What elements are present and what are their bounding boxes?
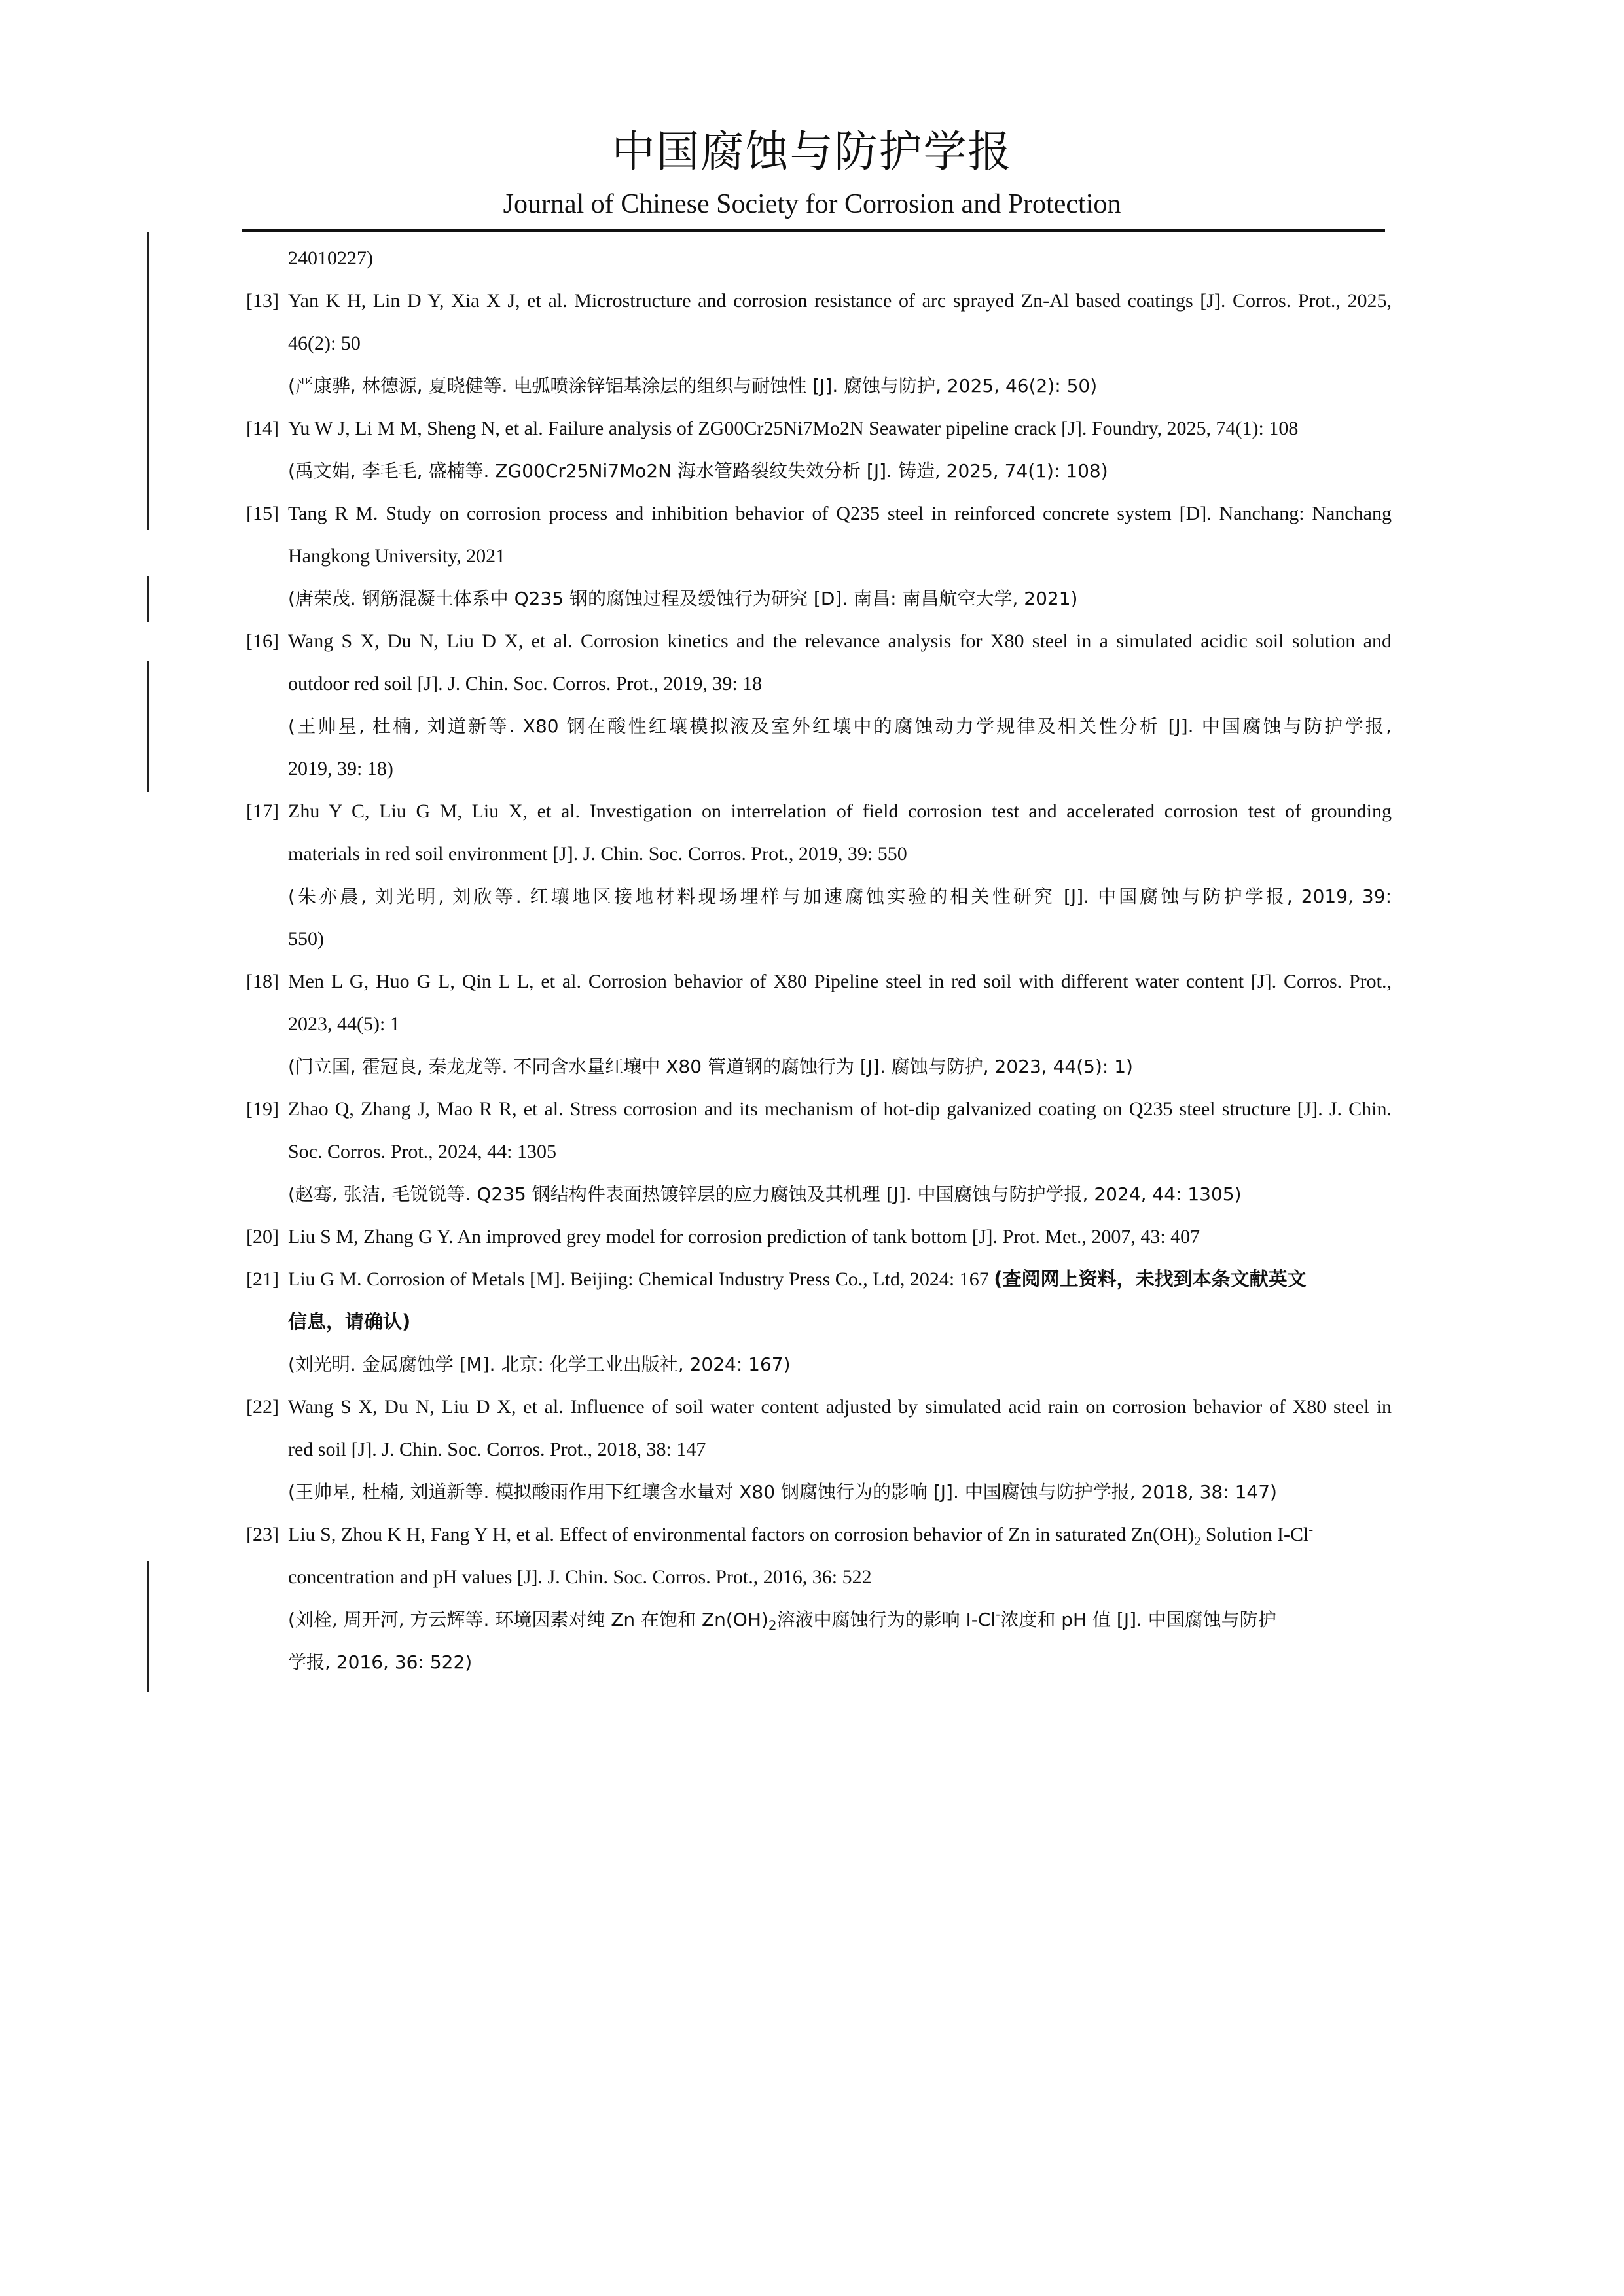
reference-number: [18] (246, 971, 279, 992)
reference-english: Soc. Corros. Prot., 2024, 44: 1305 (288, 1141, 557, 1162)
reference-english: Liu G M. Corrosion of Metals [M]. Beijing: Chemical Industry Press Co., Ltd, 2024: 167 (288, 1268, 989, 1290)
change-bar (147, 232, 149, 530)
change-bar (147, 576, 149, 622)
reference-22 (246, 1386, 1392, 1513)
journal-title-chinese: 中国腐蚀与防护学报 (611, 126, 1013, 177)
reference-chinese: (刘光明. 金属腐蚀学 [M]. 北京: 化学工业出版社, 2024: 167) (288, 1354, 791, 1375)
reference-english: outdoor red soil [J]. J. Chin. Soc. Corros. Prot., 2019, 39: 18 (288, 673, 763, 694)
change-bar (147, 661, 149, 792)
reference-number: [19] (246, 1098, 279, 1120)
reference-english: red soil [J]. J. Chin. Soc. Corros. Prot., 2018, 38: 147 (288, 1439, 706, 1460)
header-rule (242, 229, 1385, 232)
superscript: - (1308, 1522, 1314, 1537)
reference-english: Wang S X, Du N, Liu D X, et al. Influence of soil water content adjusted by simulated acid rain on corrosion behavior of X80 steel in (288, 1396, 1392, 1418)
journal-title-english: Journal of Chinese Society for Corrosion and Protection (503, 189, 1121, 219)
reference-number: [13] (246, 290, 279, 312)
reference-chinese: (唐荣茂. 钢筋混凝土体系中 Q235 钢的腐蚀过程及缓蚀行为研究 [D]. 南昌: 南昌航空大学, 2021) (288, 588, 1078, 609)
reference-23 (246, 1513, 1392, 1683)
reference-number: [17] (246, 800, 279, 822)
reference-chinese: (赵骞, 张洁, 毛锐锐等. Q235 钢结构件表面热镀锌层的应力腐蚀及其机理 [J]. 中国腐蚀与防护学报, 2024, 44: 1305) (288, 1183, 1242, 1205)
reference-chinese: (刘栓, 周开河, 方云辉等. 环境因素对纯 Zn 在饱和 Zn(OH) (288, 1609, 768, 1630)
reference-english: Zhao Q, Zhang J, Mao R R, et al. Stress corrosion and its mechanism of hot-dip galvanized coating on Q235 steel structure [J]. J. Chin. (288, 1098, 1392, 1120)
reference-english: Wang S X, Du N, Liu D X, et al. Corrosion kinetics and the relevance analysis for X80 steel in a simulated acidic soil solution and (288, 630, 1392, 652)
reference-13 (246, 279, 1392, 407)
reference-english-line (288, 1258, 1392, 1300)
reference-18 (246, 960, 1392, 1088)
reference-number: [20] (246, 1226, 279, 1247)
reference-english: Liu S M, Zhang G Y. An improved grey model for corrosion prediction of tank bottom [J]. Prot. Met., 2007, 43: 407 (288, 1226, 1200, 1247)
reference-chinese: (禹文娟, 李毛毛, 盛楠等. ZG00Cr25Ni7Mo2N 海水管路裂纹失效分析 [J]. 铸造, 2025, 74(1): 108) (288, 460, 1108, 482)
reference-chinese: (朱亦晨, 刘光明, 刘欣等. 红壤地区接地材料现场埋样与加速腐蚀实验的相关性研究 [J]. 中国腐蚀与防护学报, 2019, 39: (288, 886, 1392, 907)
reference-number: [14] (246, 418, 279, 439)
reference-english: Yan K H, Lin D Y, Xia X J, et al. Microstructure and corrosion resistance of arc sprayed Zn-Al based coatings [J]. Corros. Prot., 2025, (288, 290, 1392, 312)
reference-number: [22] (246, 1396, 279, 1418)
reference-english: Hangkong University, 2021 (288, 545, 506, 567)
reference-english: Yu W J, Li M M, Sheng N, et al. Failure analysis of ZG00Cr25Ni7Mo2N Seawater pipeline crack [J]. Foundry, 2025, 74(1): 108 (288, 418, 1299, 439)
reference-chinese: 溶液中腐蚀行为的影响 I-Cl (776, 1609, 996, 1630)
reference-number: [16] (246, 630, 279, 652)
reference-list (246, 237, 1392, 1683)
reference-number: [21] (246, 1268, 279, 1290)
reference-english: concentration and pH values [J]. J. Chin. Soc. Corros. Prot., 2016, 36: 522 (288, 1566, 872, 1588)
superscript: - (996, 1606, 1001, 1623)
reference-english: 46(2): 50 (288, 332, 361, 354)
reference-chinese: 550) (288, 928, 324, 950)
reference-15 (246, 492, 1392, 620)
reference-chinese-line (288, 1598, 1392, 1641)
reference-english: Tang R M. Study on corrosion process and inhibition behavior of Q235 steel in reinforced concrete system [D]. Nanchang: Nanchang (288, 503, 1392, 524)
reference-english: Solution I-Cl (1200, 1524, 1309, 1545)
continuation-line: 24010227) (288, 247, 373, 269)
reference-20 (246, 1215, 1392, 1258)
editor-note: 信息，请确认) (288, 1310, 411, 1333)
reference-number: [23] (246, 1524, 279, 1545)
reference-english: Zhu Y C, Liu G M, Liu X, et al. Investigation on interrelation of field corrosion test and accelerated corrosion test of grounding (288, 800, 1392, 822)
reference-number: [15] (246, 503, 279, 524)
reference-english: Men L G, Huo G L, Qin L L, et al. Corrosion behavior of X80 Pipeline steel in red soil with different water content [J]. Corros. Prot., (288, 971, 1392, 992)
reference-17 (246, 790, 1392, 960)
reference-chinese: (王帅星, 杜楠, 刘道新等. X80 钢在酸性红壤模拟液及室外红壤中的腐蚀动力学规律及相关性分析 [J]. 中国腐蚀与防护学报, (288, 715, 1392, 737)
reference-chinese: 2019, 39: 18) (288, 758, 393, 780)
reference-english: Liu S, Zhou K H, Fang Y H, et al. Effect of environmental factors on corrosion behavior of Zn in saturated Zn(OH) (288, 1524, 1195, 1545)
reference-english: 2023, 44(5): 1 (288, 1013, 400, 1035)
reference-16 (246, 620, 1392, 790)
editor-note: (查阅网上资料，未找到本条文献英文 (994, 1268, 1307, 1290)
reference-english-line (288, 1513, 1392, 1556)
reference-chinese: 浓度和 pH 值 [J]. 中国腐蚀与防护 (1000, 1609, 1276, 1630)
reference-21 (246, 1258, 1392, 1386)
change-bar (147, 1561, 149, 1692)
reference-chinese: (严康骅, 林德源, 夏晓健等. 电弧喷涂锌铝基涂层的组织与耐蚀性 [J]. 腐蚀与防护, 2025, 46(2): 50) (288, 375, 1098, 397)
reference-chinese: (门立国, 霍冠良, 秦龙龙等. 不同含水量红壤中 X80 管道钢的腐蚀行为 [J]. 腐蚀与防护, 2023, 44(5): 1) (288, 1056, 1133, 1077)
reference-14 (246, 407, 1392, 492)
reference-19 (246, 1088, 1392, 1215)
reference-english: materials in red soil environment [J]. J. Chin. Soc. Corros. Prot., 2019, 39: 550 (288, 843, 907, 865)
reference-chinese: (王帅星, 杜楠, 刘道新等. 模拟酸雨作用下红壤含水量对 X80 钢腐蚀行为的影响 [J]. 中国腐蚀与防护学报, 2018, 38: 147) (288, 1481, 1277, 1503)
reference-chinese: 学报, 2016, 36: 522) (288, 1651, 473, 1673)
subscript: 2 (768, 1617, 777, 1634)
subscript: 2 (1194, 1534, 1201, 1549)
